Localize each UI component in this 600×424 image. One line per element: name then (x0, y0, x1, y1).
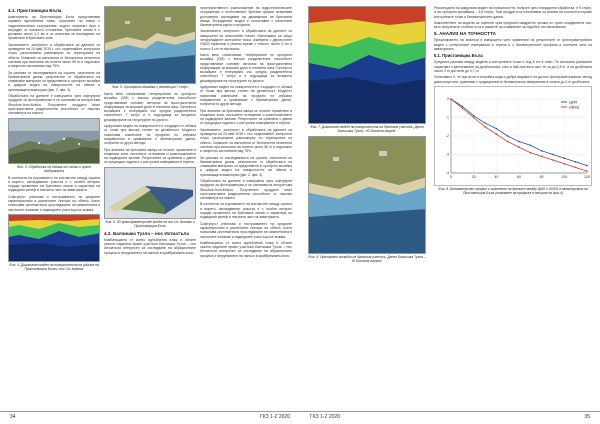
paragraph: Както вече споменахме, генерираните по ортофото мозайка (ОМ) с висока разделителна способност представляват основен източник на пространствена информация за морския дъно в плитката зона. Ортофото мозайката е генерирана със средна разделителна способност 7 cm/px и е подходяща за визуално дешифриране на структурите по дъното. (104, 92, 196, 122)
paragraph: Цифровият модел на повърхността е създаден от облака от точки при висока степен на детайлност. Моделът позволява извличане на профили по избрани направления и сравняване с батиметрични данни, получени по други методи. (200, 85, 292, 107)
page-number: 35 (584, 414, 590, 420)
figure-3-point-cloud (8, 118, 100, 164)
paragraph: При анализа на бреговата ивица се отчитат промените в плажната зона, пясъчните отложения и разположението на подводните валове. Резултатите са сравнени с данни от предходни години и с контролни измервания в терена. (104, 147, 196, 165)
paragraph: Средната разлика между модела и контролните точки е под 5 cm в план. По височина разликите нарастват с увеличаване на дълбочината, като в най-плитката част те са до 0,3 m, а на дълбочина около 3 m достигат до 0,7 m. (434, 60, 592, 73)
figure-8-orthomosaic (308, 136, 426, 254)
paragraph: Резолюцията на цифровия модел на повърхността, получен чрез стандартна обработка, е 9 cm/px, а на ортофото мозайката – 4,5 cm/px. Тези продукти са използвани за анализ на точността спрямо контролните точки и батиметричните данни. (434, 6, 592, 19)
data-point (484, 126, 486, 128)
figure-6-3d-model (104, 167, 196, 219)
y-tick-label: -4 (445, 171, 449, 176)
paragraph: В контекста на изучаването на контактите между сушата и морето, изследваният участък е с особен интерес поради промените на бреговата линия и характера на подводния релеф в плитката част на акваторията. (8, 175, 100, 193)
footer-rule (0, 411, 300, 412)
legend-label: GNSS (569, 105, 580, 110)
journal-issue: ГКЗ 1-2`2020 (310, 414, 340, 420)
left-page-column-2 (104, 6, 196, 402)
data-point (575, 161, 577, 163)
journal-issue: ГКЗ 1-2`2020 (260, 414, 290, 420)
paragraph: За разлика от изследванията на сушата, изпълнени на батиметрични данни, резултатите от обработката на снимковия материал са представени в ортофото мозайка и цифров модел на повърхността на обекта и прилежащата акватория (фиг. 2, фиг. 3). (8, 70, 100, 92)
figure-caption: Фиг. 9. Батиметричен профил и сравнение на данните между ЦМП и GNSS в акваторията на Пристанищна Бъла (показване на профила в площта на фиг.4) (438, 186, 588, 195)
data-point (541, 150, 543, 152)
3d-model-image (105, 168, 196, 219)
paragraph: Компонентите на модела са оценени чрез средните квадратни грешки по трите координатни оси, като получените стойности са в рамките на очакваните за подобен тип заснемания. (434, 20, 592, 30)
x-tick-label: 60 (517, 174, 521, 179)
data-point (484, 122, 486, 124)
left-page-column-1 (8, 6, 100, 402)
data-point (496, 133, 498, 135)
data-point (473, 115, 475, 117)
paragraph: Софтуерът улеснява и построяването на средните характеристики в различните сектори на обекта, което позволява систематично проследяване на измененията в пясъчните плажове и подводните участъци на залива. (200, 221, 292, 239)
section-heading: 4.2. Балчишка Тузла – нос Ихтиатъла (104, 230, 189, 236)
dem-image (309, 7, 426, 124)
data-point (450, 98, 452, 100)
paragraph: За разлика от изследванията на сушата, изпълнени на батиметрични данни, резултатите от обработката на снимковия материал са представени в ортофото мозайка и цифров модел на повърхността на обекта и прилежащата акватория (фиг. 2, фиг. 3). (200, 155, 292, 177)
x-tick-label: 20 (471, 174, 476, 179)
data-point (552, 159, 554, 161)
figure-caption: Фиг. 8. Ортофото мозайка на бреговия участък „Двоен Балчишка Тузла – Ю Ботата лагуна“ (308, 255, 426, 263)
x-tick-label: 100 (561, 174, 568, 179)
right-page (300, 0, 600, 424)
paragraph: Заснемането, контролът и обработката на данните са проведени на 24 май 2019 г. със седемнайсет контролни точки, разположени равномерно по територията на обекта. Снимките са изпълнени от безпилотна летателна система при височина на полета около 80 м и надлъжно и напречно застъпване над 75%. (200, 127, 292, 154)
paragraph: Установено е, че при ясна и спокойна вода и добра видимост на дъното фотограметричният метод дава резултати, сравними с традиционните батиметрични измервания в зоната до 2 m дълбочина. (434, 75, 592, 84)
data-point (518, 141, 520, 143)
y-tick-label: 0 (447, 97, 449, 102)
data-point (586, 165, 588, 167)
x-tick-label: 80 (539, 174, 544, 179)
figure-caption: Фиг. 6. 3D фотограметричен модел на нос Св. Атанас и Пристанищна Бъла (105, 219, 195, 228)
y-tick-label: -3 (445, 152, 449, 157)
y-tick-label: -2 (445, 134, 449, 139)
orthomosaic-image (309, 137, 426, 254)
data-point (530, 152, 532, 154)
figure-caption: Фиг. 4. Дигитален модел на повърхността на района на Пристанищна Бъла и нос Св. Атанас (9, 262, 99, 271)
figure-caption: Фиг. 5. Ортофото мозайка с резолюция 7 cm/px (112, 85, 188, 89)
point-cloud-image (9, 119, 100, 164)
paragraph: Обработката на данните е извършена чрез софтуерни продукти за фотограметрия и се основава на алгоритъма Structure-from-Motion. Получените продукти имат пространствена разделителна способност от няколко сантиметра на пиксел. (8, 94, 100, 116)
paragraph: Прецизирането на анализа е извършено чрез сравнение на резултатите от фотограметричния модел с контролните измервания в терена и с батиметричните профили в плитката зона на акваторията. (434, 38, 592, 52)
paragraph: Както вече споменахме, генерираните по ортофото мозайка (ОМ) с висока разделителна способност представляват основен източник на пространствена информация за морския дъно в плитката зона. Ортофото мозайката е генерирана със средна разделителна способност 7 cm/px и е подходяща за визуално дешифриране на структурите по дъното. (200, 52, 292, 83)
paragraph: В контекста на изучаването на контактите между сушата и морето, изследваният участък е с особен интерес поради промените на бреговата линия и характера на подводния релеф в плитката част на акваторията. (200, 202, 292, 220)
left-page-column-3 (200, 6, 292, 402)
data-point (507, 135, 509, 137)
data-point (541, 155, 543, 157)
paragraph: пространственото разположение на хидротехническите съоръжения и естествените брегови форми позволява достоверно изследване на динамиката на бреговата ивица. Изграденият модел е съпоставен с наличните батиметрични карти и профили. (200, 6, 292, 28)
subsection-heading: 5.1. Пристанищна Бъла (434, 53, 483, 59)
data-point (530, 144, 532, 146)
paragraph: Акваторията на Пристанищна Бъла представлява наравно вдлъбнатия плаж, ограничен на север с хидротехнически съоръжения, където морският бряг е изграден от скалисти отложения. Бреговата линия е с дължина около 1,2 км и се използва за изследване на промените в бреговата зона. (8, 15, 100, 41)
data-point (586, 170, 588, 172)
footer-rule (300, 411, 600, 412)
data-point (518, 146, 520, 148)
data-point (507, 141, 509, 143)
paragraph: Заснемането, контролът и обработката на данните са извършени по аналогичен начин. Използвани са общо четиринадесет контролни точки, измерени с двучестотен GNSS приемник в реално време с точност около 2 cm в план и 3 cm по височина. (200, 29, 292, 51)
page-number: 34 (10, 414, 16, 420)
y-tick-label: -1 (445, 115, 449, 120)
profile-chart-svg (435, 87, 592, 186)
right-page-column-1 (308, 6, 426, 402)
x-tick-label: 40 (494, 174, 499, 179)
data-point (552, 154, 554, 156)
section-heading: 5. АНАЛИЗ НА ТОЧНОСТТА (434, 31, 496, 37)
data-point (462, 105, 464, 107)
paragraph: Софтуерът улеснява и построяването на средните характеристики в различните сектори на обекта, което позволява систематично проследяване на измененията в пясъчните плажове и подводните участъци на залива. (8, 194, 100, 212)
data-point (473, 117, 475, 119)
figure-5-orthomosaic (104, 6, 196, 84)
figure-caption: Фиг. 7. Дигитален модел на повърхността на бреговия участък „Двоен Балчишка Тузла – Ю Ботата лагуна“ (310, 125, 424, 133)
data-point (462, 107, 464, 109)
dem-image (9, 215, 100, 262)
legend-label: ЦМП (569, 100, 578, 105)
orthomosaic-image (105, 7, 196, 84)
right-page-column-2 (434, 6, 592, 402)
data-point (575, 167, 577, 169)
paragraph: Обработката на данните е извършена чрез софтуерни продукти за фотограметрия и се основава на алгоритъма Structure-from-Motion. Получените продукти имат пространствена разделителна способност от няколко сантиметра на пиксел. (200, 178, 292, 201)
paragraph: Комбинацията от силно вдлъбнатия плаж и облите скални издатини прави участъка Балчишка Тузла – нос Ихтиатъла интересен за изследване на абразионните процеси и натрупването на наноси в крайбрежната зона. (104, 237, 196, 255)
paragraph: Заснемането, контролът и обработката на данните са проведени на 24 май 2019 г. със седемнайсет контролни точки, разположени равномерно по територията на обекта. Снимките са изпълнени от безпилотна летателна система при височина на полета около 80 м и надлъжно и напречно застъпване над 75%. (8, 42, 100, 69)
paragraph: Цифровият модел на повърхността е създаден от облака от точки при висока степен на детайлност. Моделът позволява извличане на профили по избрани направления и сравняване с батиметрични данни, получени по други методи. (104, 124, 196, 146)
x-tick-label: 0 (450, 174, 452, 179)
data-point (496, 128, 498, 130)
x-tick-label: 120 (584, 174, 590, 179)
figure-9-profile-chart (434, 86, 592, 186)
paragraph: При анализа на бреговата ивица се отчитат промените в плажната зона, пясъчните отложения и разположението на подводните валове. Резултатите са сравнени с данни от предходни години и с контролни измервания в терена. (200, 108, 292, 126)
figure-4-dem (8, 214, 100, 262)
data-point (564, 157, 566, 159)
figure-7-dem (308, 6, 426, 124)
figure-caption: Фиг. 3. Обработка на облака от точки и фото изображения (16, 164, 92, 173)
section-heading: 4.1. Пристанищна Бъла (8, 8, 62, 13)
paragraph: Комбинацията от силно вдлъбнатия плаж и облите скални издатини прави участъка Балчишка Тузла – нос Ихтиатъла интересен за изследване на абразионните процеси и натрупването на наноси в крайбрежната зона. (200, 240, 292, 258)
data-point (564, 163, 566, 165)
